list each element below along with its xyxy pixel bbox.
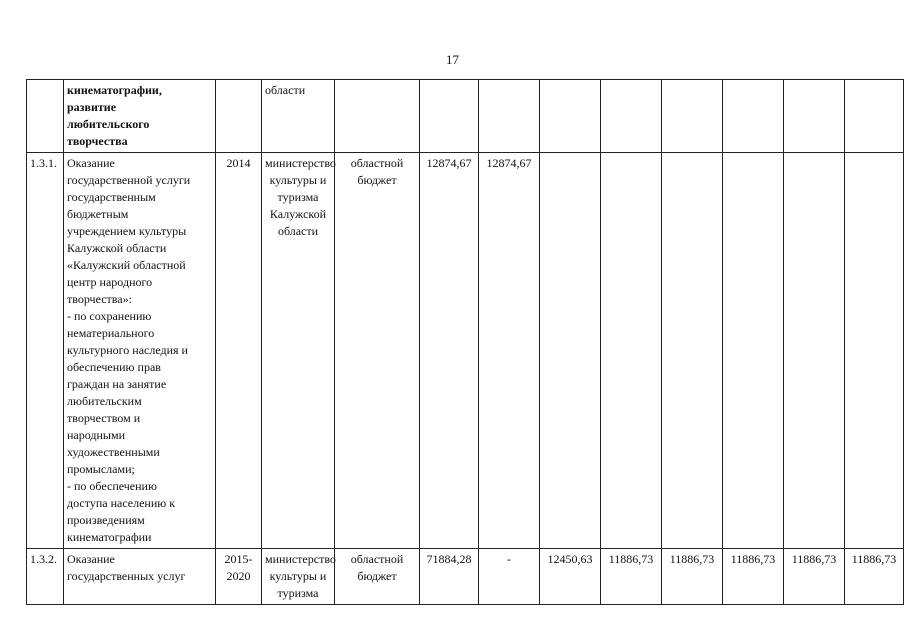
measure-name-cell	[64, 153, 216, 549]
measure-name-line: нематериального	[67, 326, 155, 340]
measure-name-line: творчества	[67, 134, 128, 148]
measure-name-line: центр народного	[67, 275, 153, 289]
year-line: 2015-	[224, 552, 253, 566]
year-value-cell: 12450,63	[540, 549, 601, 605]
year-value-cell	[601, 153, 662, 549]
year-value-cell	[662, 80, 723, 153]
year-value-cell: 11886,73	[723, 549, 784, 605]
year-value-cell	[723, 80, 784, 153]
executor-line: министерство	[265, 156, 336, 170]
measure-name-line: - по обеспечению	[67, 479, 157, 493]
year-value-cell	[784, 153, 845, 549]
measure-name-line: государственной услуги	[67, 173, 191, 187]
executor-line: туризма	[277, 190, 319, 204]
year-value-cell	[662, 153, 723, 549]
measure-name-line: кинематографии	[67, 530, 152, 544]
year-value-cell	[723, 153, 784, 549]
program-measures-table	[26, 79, 904, 605]
measure-name-line: Оказание	[67, 156, 115, 170]
page-number: 17	[446, 52, 459, 67]
year-value-cell: -	[479, 549, 540, 605]
measure-name-line: промыслами;	[67, 462, 135, 476]
measure-name-cell	[64, 80, 216, 153]
table-row	[27, 153, 904, 549]
year-value-cell	[845, 153, 904, 549]
measure-name-line: Калужской области	[67, 241, 167, 255]
executor-line: туризма	[277, 586, 319, 600]
executor-line: культуры и	[269, 569, 327, 583]
executor-cell	[262, 80, 335, 153]
executor-line: культуры и	[269, 173, 327, 187]
measure-name-line: творчеством и	[67, 411, 141, 425]
executor-cell	[262, 549, 335, 605]
measure-name-line: любительского	[67, 117, 150, 131]
measure-name-line: учреждением культуры	[67, 224, 187, 238]
year-cell	[216, 80, 262, 153]
source-cell	[335, 153, 420, 549]
measure-name-line: граждан на занятие	[67, 377, 167, 391]
measure-name-line: государственных услуг	[67, 569, 186, 583]
executor-line: министерство	[265, 552, 336, 566]
source-line: областной	[350, 552, 404, 566]
measure-name-line: государственным	[67, 190, 156, 204]
year-cell	[216, 549, 262, 605]
year-value-cell	[540, 80, 601, 153]
year-value-cell	[845, 80, 904, 153]
executor-line: области	[265, 83, 306, 97]
table-row	[27, 80, 904, 153]
measure-name-line: произведениям	[67, 513, 145, 527]
year-value-cell: 12874,67	[479, 153, 540, 549]
measure-name-line: творчества»:	[67, 292, 132, 306]
year-value-cell: 11886,73	[601, 549, 662, 605]
measure-name-line: - по сохранению	[67, 309, 152, 323]
year-value-cell	[601, 80, 662, 153]
measure-name-line: художественными	[67, 445, 160, 459]
executor-cell	[262, 153, 335, 549]
source-line: областной	[350, 156, 404, 170]
measure-name-cell	[64, 549, 216, 605]
year-value-cell	[479, 80, 540, 153]
year-value-cell: 11886,73	[784, 549, 845, 605]
total-cell	[420, 80, 479, 153]
measure-name-line: народными	[67, 428, 126, 442]
row-number-cell: 1.3.1.	[27, 153, 64, 549]
year-value-cell: 11886,73	[662, 549, 723, 605]
executor-line: области	[277, 224, 319, 238]
measure-name-line: «Калужский областной	[67, 258, 186, 272]
year-value-cell	[784, 80, 845, 153]
year-line: 2020	[226, 569, 251, 583]
row-number-cell	[27, 80, 64, 153]
source-cell	[335, 549, 420, 605]
measure-name-line: обеспечению прав	[67, 360, 161, 374]
year-cell: 2014	[216, 153, 262, 549]
source-line: бюджет	[357, 569, 397, 583]
source-line: бюджет	[357, 173, 397, 187]
measure-name-line: доступа населению к	[67, 496, 176, 510]
table-row	[27, 549, 904, 605]
measure-name-line: бюджетным	[67, 207, 129, 221]
measure-name-line: развитие	[67, 100, 117, 114]
source-cell	[335, 80, 420, 153]
measure-name-line: культурного наследия и	[67, 343, 188, 357]
total-cell: 71884,28	[420, 549, 479, 605]
year-value-cell: 11886,73	[845, 549, 904, 605]
measure-name-line: кинематографии,	[67, 83, 162, 97]
measure-name-line: любительским	[67, 394, 142, 408]
total-cell: 12874,67	[420, 153, 479, 549]
executor-line: Калужской	[269, 207, 327, 221]
year-value-cell	[540, 153, 601, 549]
measure-name-line: Оказание	[67, 552, 115, 566]
row-number-cell: 1.3.2.	[27, 549, 64, 605]
